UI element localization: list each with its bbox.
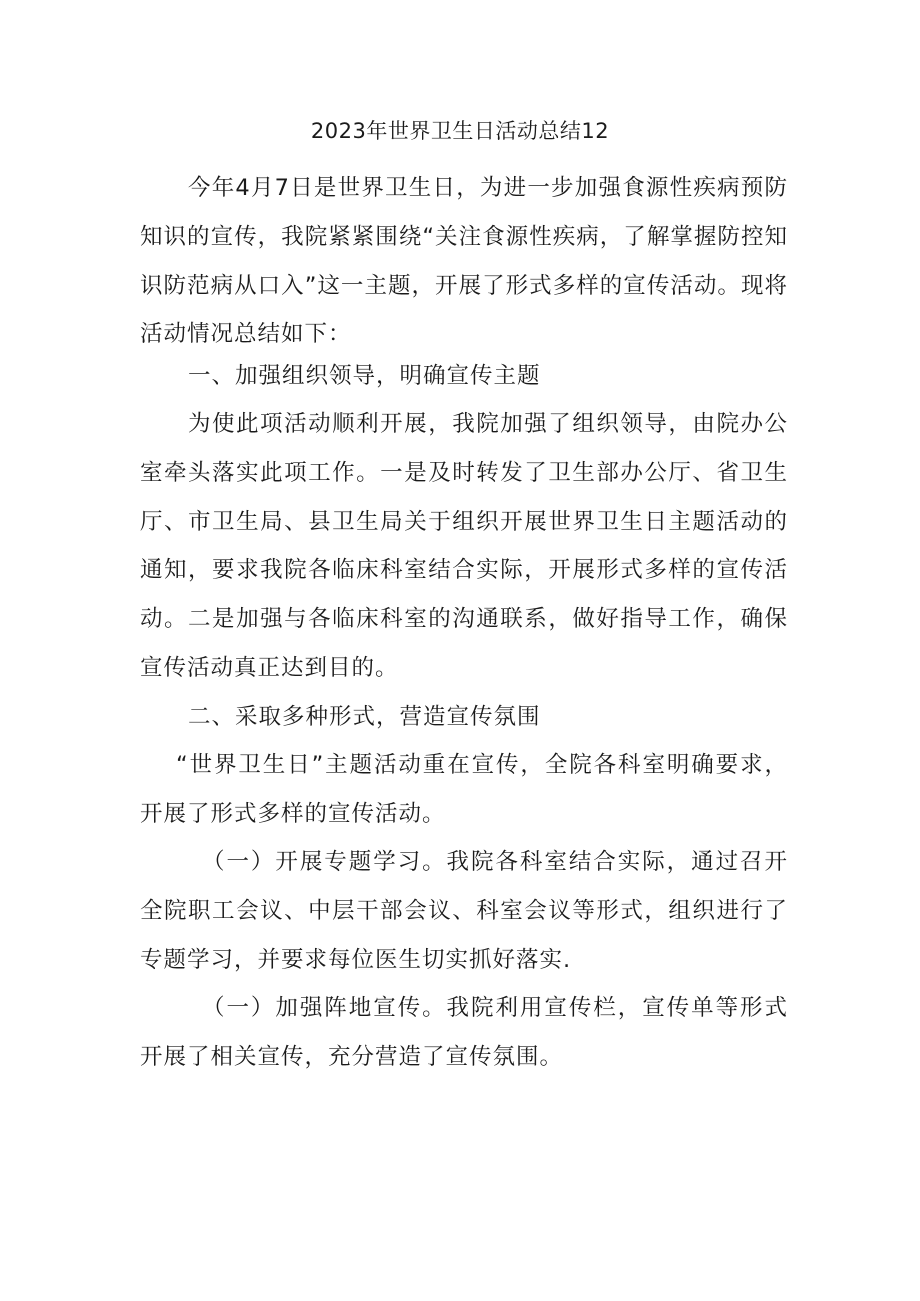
section-1-paragraph: 为使此项活动顺利开展，我院加强了组织领导，由院办公室牵头落实此项工作。一是及时转发了卫生部办公厅、省卫生厅、市卫生局、县卫生局关于组织开展世界卫生日主题活动的通知，要求我院各临床科室结合实际，开展形式多样的宣传活动。二是加强与各临床科室的沟通联系，做好指导工作，确保宣传活动真正达到目的。: [140, 411, 788, 681]
section-2-paragraph: “世界卫生日”主题活动重在宣传，全院各科室明确要求，开展了形式多样的宣传活动。: [140, 752, 788, 827]
section-heading-1: 一、加强组织领导，明确宣传主题: [188, 363, 541, 389]
section-heading-2: 二、采取多种形式，营造宣传氛围: [188, 704, 541, 730]
subsection-paragraph-2: （一）加强阵地宣传。我院利用宣传栏，宣传单等形式开展了相关宣传，充分营造了宣传氛围。: [140, 995, 788, 1070]
document-title: 2023年世界卫生日活动总结12: [310, 119, 610, 143]
subsection-paragraph-1: （一）开展专题学习。我院各科室结合实际，通过召开全院职工会议、中层干部会议、科室会议等形式，组织进行了专题学习，并要求每位医生切实抓好落实.: [140, 849, 788, 973]
intro-paragraph: 今年4月7日是世界卫生日，为进一步加强食源性疾病预防知识的宣传，我院紧紧围绕“关注食源性疾病，了解掌握防控知识防范病从口入”这一主题，开展了形式多样的宣传活动。现将活动情况总结如下：: [140, 175, 788, 348]
